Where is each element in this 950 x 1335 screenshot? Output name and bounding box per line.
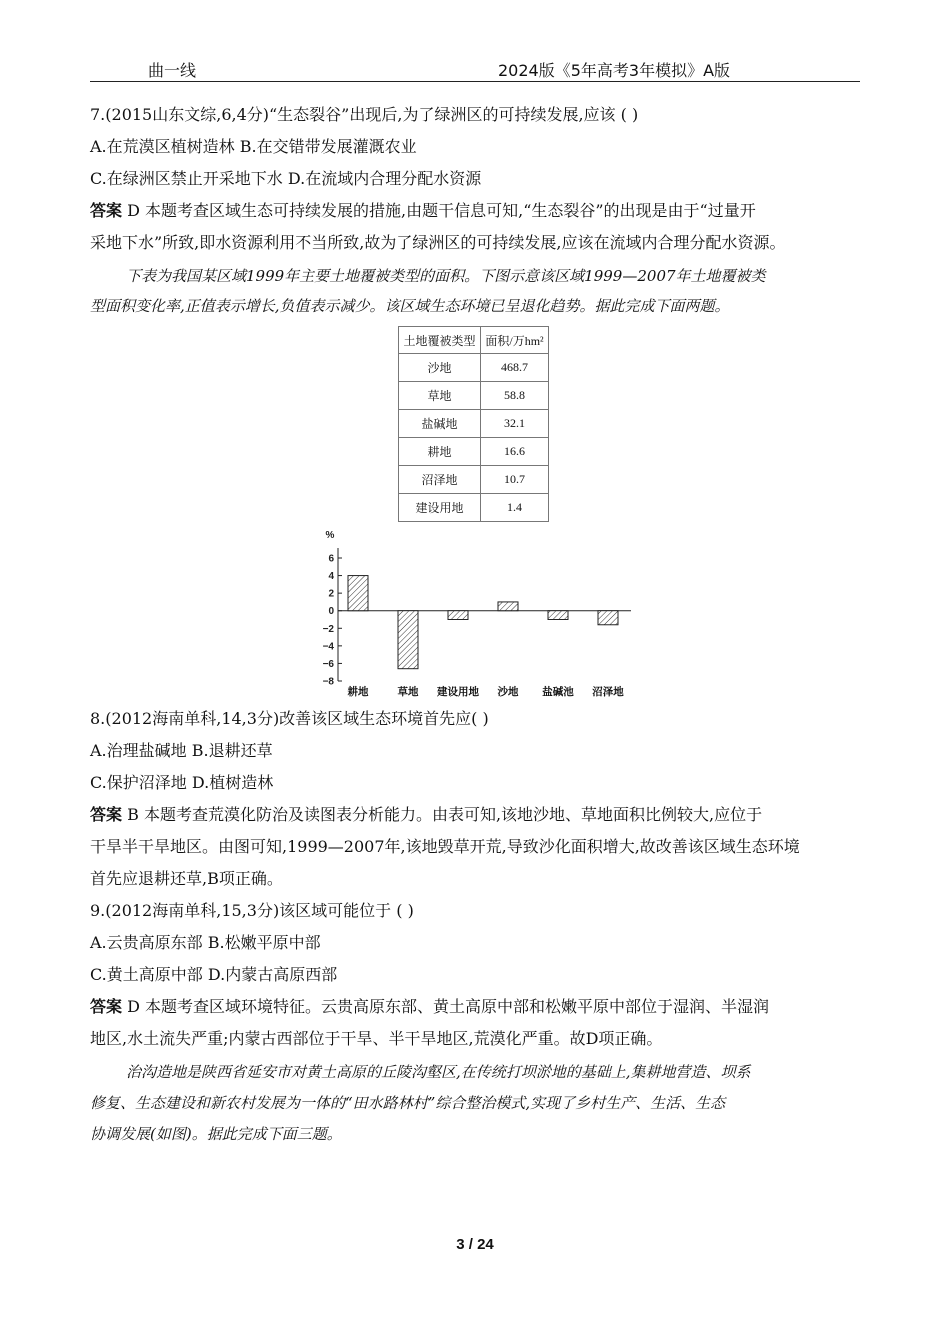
- answer-label: 答案: [90, 805, 123, 824]
- q8-stem: 8.(2012海南单科,14,3分)改善该区域生态环境首先应( ): [90, 709, 489, 728]
- y-tick-label: 4: [328, 571, 334, 583]
- q7-answer-2: 采地下水”所致,即水资源利用不当所致,故为了绿洲区的可持续发展,应该在流域内合理分配水资源。: [90, 233, 786, 252]
- x-tick-label: 建设用地: [437, 686, 479, 698]
- q8-options-1: A.治理盐碱地 B.退耕还草: [90, 741, 273, 760]
- q8-answer-2: 干旱半干旱地区。由图可知,1999—2007年,该地毁草开荒,导致沙化面积增大,故改善该区域生态环境: [90, 837, 800, 856]
- answer-label: 答案: [90, 997, 123, 1016]
- table-cell: 草地: [399, 382, 481, 410]
- x-tick-label: 沙地: [497, 686, 519, 698]
- q8-answer-text-1: B 本题考查荒漠化防治及读图表分析能力。由表可知,该地沙地、草地面积比例较大,应位于: [122, 805, 763, 824]
- q7-stem: 7.(2015山东文综,6,4分)“生态裂谷”出现后,为了绿洲区的可持续发展,应该 ( ): [90, 105, 639, 124]
- intro2-line3: 协调发展(如图)。据此完成下面三题。: [90, 1125, 342, 1143]
- table-cell: 沙地: [399, 354, 481, 382]
- table-row: [399, 410, 549, 438]
- q9-options-1: A.云贵高原东部 B.松嫩平原中部: [90, 933, 321, 952]
- y-tick-label: −2: [322, 623, 334, 635]
- table-header-area: 面积/万hm²: [481, 327, 549, 354]
- table-cell: 32.1: [481, 410, 549, 438]
- table-row: [399, 382, 549, 410]
- y-tick-label: −6: [322, 658, 334, 670]
- y-tick-label: −4: [322, 641, 334, 653]
- intro1-line2: 型面积变化率,正值表示增长,负值表示减少。该区域生态环境已呈退化趋势。据此完成下面两题。: [90, 297, 730, 315]
- table-cell: 468.7: [481, 354, 549, 382]
- header-right: 2024版《5年高考3年模拟》A版: [498, 61, 731, 80]
- bar-6: [598, 611, 618, 625]
- bar-2: [398, 611, 418, 669]
- q7-options-2: C.在绿洲区禁止开采地下水 D.在流域内合理分配水资源: [90, 169, 482, 188]
- header-left: 曲一线: [148, 61, 197, 80]
- bar-5: [548, 611, 568, 620]
- intro1-line1: 下表为我国某区域1999年主要土地覆被类型的面积。下图示意该区域1999—2007年土地覆被类: [126, 267, 766, 285]
- q8-answer-3: 首先应退耕还草,B项正确。: [90, 869, 283, 888]
- table-row: [399, 438, 549, 466]
- bar-1: [348, 576, 368, 611]
- q9-answer-2: 地区,水土流失严重;内蒙古西部位于干旱、半干旱地区,荒漠化严重。故D项正确。: [90, 1029, 663, 1048]
- page-number: 3 / 24: [456, 1236, 494, 1253]
- q8-answer-1: [90, 805, 762, 825]
- answer-label: 答案: [90, 201, 123, 220]
- bar-3: [448, 611, 468, 620]
- table-cell: 耕地: [399, 438, 481, 466]
- header-rule: [90, 81, 860, 82]
- x-tick-label: 草地: [397, 686, 419, 698]
- intro2-line2: 修复、生态建设和新农村发展为一体的“田水路林村”综合整治模式,实现了乡村生产、生活、生态: [90, 1094, 726, 1112]
- q9-stem: 9.(2012海南单科,15,3分)该区域可能位于 ( ): [90, 901, 414, 920]
- q9-answer-text-1: D 本题考查区域环境特征。云贵高原东部、黄土高原中部和松嫩平原中部位于湿润、半湿润: [122, 997, 770, 1016]
- table-cell: 建设用地: [399, 494, 481, 522]
- x-tick-label: 盐碱池: [542, 686, 574, 698]
- table-header-type: 土地覆被类型: [399, 327, 481, 354]
- q9-options-2: C.黄土高原中部 D.内蒙古高原西部: [90, 965, 338, 984]
- land-change-bar-chart: [305, 522, 645, 702]
- x-tick-label: 沼泽地: [592, 686, 624, 698]
- table-header-row: [399, 327, 549, 354]
- table-row: [399, 354, 549, 382]
- q7-answer-1: [90, 201, 756, 221]
- table-cell: 16.6: [481, 438, 549, 466]
- intro2-line1: 治沟造地是陕西省延安市对黄土高原的丘陵沟壑区,在传统打坝淤地的基础上,集耕地营造、坝系: [126, 1063, 751, 1081]
- land-cover-table: [398, 326, 549, 522]
- table-row: [399, 494, 549, 522]
- bar-4: [498, 602, 518, 611]
- table-cell: 沼泽地: [399, 466, 481, 494]
- q9-answer-1: [90, 997, 769, 1017]
- y-tick-label: 6: [328, 553, 334, 565]
- y-tick-label: 0: [328, 606, 334, 618]
- y-tick-label: 2: [328, 588, 334, 600]
- table-cell: 盐碱地: [399, 410, 481, 438]
- table-cell: 58.8: [481, 382, 549, 410]
- y-axis-label: %: [325, 530, 335, 541]
- q8-options-2: C.保护沼泽地 D.植树造林: [90, 773, 274, 792]
- table-cell: 10.7: [481, 466, 549, 494]
- x-tick-label: 耕地: [347, 686, 369, 698]
- q7-options-1: A.在荒漠区植树造林 B.在交错带发展灌溉农业: [90, 137, 417, 156]
- y-tick-label: −8: [322, 676, 334, 688]
- q7-answer-text-1: D 本题考查区域生态可持续发展的措施,由题干信息可知,“生态裂谷”的出现是由于“过量开: [122, 201, 756, 220]
- table-cell: 1.4: [481, 494, 549, 522]
- table-row: [399, 466, 549, 494]
